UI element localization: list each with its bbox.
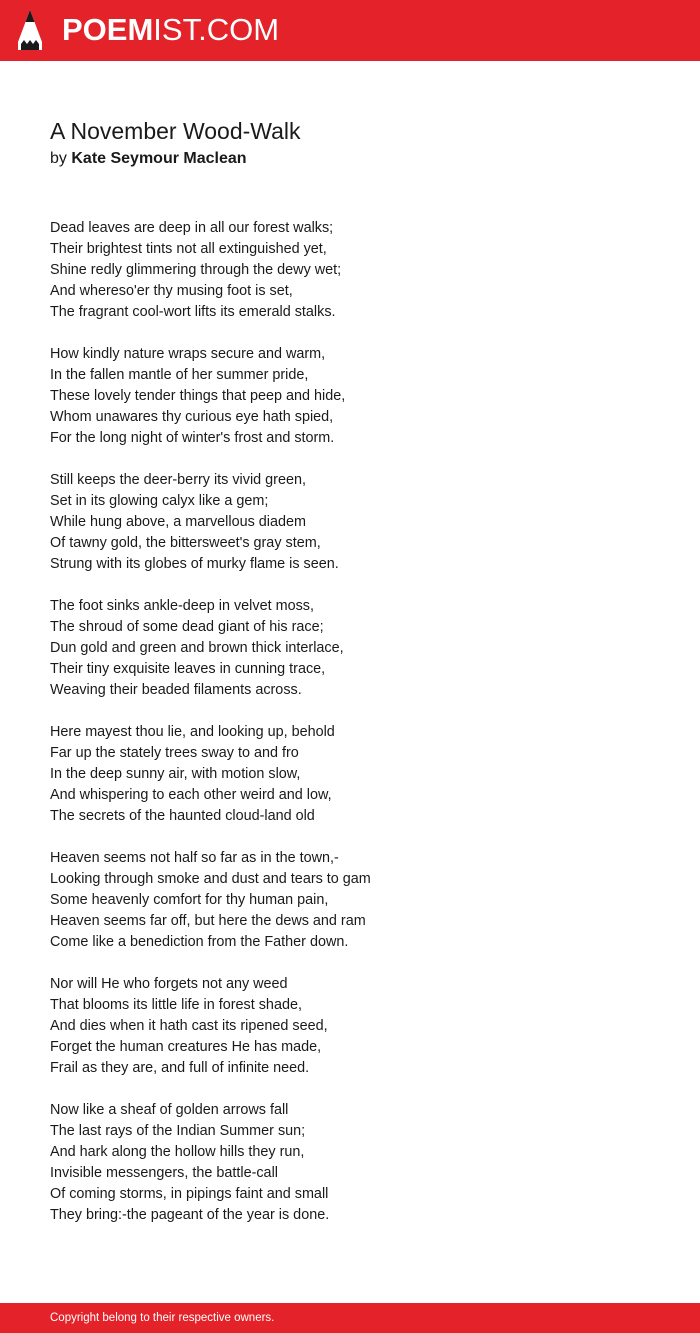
- site-header: [0, 0, 700, 61]
- poem-line: For the long night of winter's frost and storm.: [50, 430, 335, 446]
- logo-text-bold: POEM: [62, 12, 154, 47]
- copyright-notice: Copyright belong to their respective owners.: [50, 1312, 275, 1324]
- stanza: [50, 596, 670, 701]
- stanza: [50, 470, 670, 575]
- stanza: [50, 974, 670, 1079]
- poem-line: Here mayest thou lie, and looking up, behold: [50, 724, 335, 740]
- poem-line: Dun gold and green and brown thick interlace,: [50, 640, 344, 656]
- poem-line: They bring:-the pageant of the year is done.: [50, 1207, 330, 1223]
- poem-line: Heaven seems not half so far as in the town,-: [50, 850, 339, 866]
- by-label: by: [50, 150, 67, 167]
- poem-line: And hark along the hollow hills they run,: [50, 1144, 305, 1160]
- byline: [50, 148, 247, 170]
- poem-line: The fragrant cool-wort lifts its emerald stalks.: [50, 304, 336, 320]
- poem-line: In the fallen mantle of her summer pride,: [50, 367, 309, 383]
- stanza: [50, 344, 670, 449]
- poem-line: While hung above, a marvellous diadem: [50, 514, 306, 530]
- poem-line: Still keeps the deer-berry its vivid green,: [50, 472, 306, 488]
- site-footer: [0, 1303, 700, 1333]
- poem-line: Heaven seems far off, but here the dews and ram: [50, 913, 366, 929]
- poem-line: Weaving their beaded filaments across.: [50, 682, 302, 698]
- site-logo[interactable]: [62, 12, 279, 48]
- poem-body: [50, 218, 670, 1247]
- poem-line: The foot sinks ankle-deep in velvet moss,: [50, 598, 314, 614]
- poem-line: That blooms its little life in forest shade,: [50, 997, 302, 1013]
- stanza: [50, 1100, 670, 1226]
- logo-text-light: IST.COM: [153, 12, 280, 47]
- poem-line: Frail as they are, and full of infinite need.: [50, 1060, 310, 1076]
- poem-line: The shroud of some dead giant of his race;: [50, 619, 324, 635]
- poem-line: Their brightest tints not all extinguished yet,: [50, 241, 327, 257]
- poem-line: Dead leaves are deep in all our forest walks;: [50, 220, 334, 236]
- poem-line: Nor will He who forgets not any weed: [50, 976, 288, 992]
- poem-line: And whispering to each other weird and low,: [50, 787, 332, 803]
- author-name[interactable]: Kate Seymour Maclean: [71, 150, 247, 167]
- poem-line: Whom unawares thy curious eye hath spied,: [50, 409, 334, 425]
- poem-line: Of coming storms, in pipings faint and small: [50, 1186, 329, 1202]
- poem-line: Strung with its globes of murky flame is seen.: [50, 556, 339, 572]
- poem-line: Invisible messengers, the battle-call: [50, 1165, 278, 1181]
- pencil-tip-icon[interactable]: [18, 10, 42, 50]
- stanza: [50, 848, 670, 953]
- poem-line: Come like a benediction from the Father down.: [50, 934, 349, 950]
- poem-line: How kindly nature wraps secure and warm,: [50, 346, 326, 362]
- poem-line: Set in its glowing calyx like a gem;: [50, 493, 269, 509]
- poem-line: Of tawny gold, the bittersweet's gray stem,: [50, 535, 321, 551]
- poem-title: A November Wood-Walk: [50, 118, 301, 144]
- poem-line: Shine redly glimmering through the dewy wet;: [50, 262, 342, 278]
- poem-line: The last rays of the Indian Summer sun;: [50, 1123, 306, 1139]
- poem-line: Forget the human creatures He has made,: [50, 1039, 322, 1055]
- poem-line: The secrets of the haunted cloud-land old: [50, 808, 315, 824]
- poem-line: Some heavenly comfort for thy human pain,: [50, 892, 329, 908]
- poem-line: And whereso'er thy musing foot is set,: [50, 283, 293, 299]
- poem-line: Looking through smoke and dust and tears to gam: [50, 871, 371, 887]
- poem-line: Now like a sheaf of golden arrows fall: [50, 1102, 289, 1118]
- poem-line: These lovely tender things that peep and hide,: [50, 388, 346, 404]
- stanza: [50, 722, 670, 827]
- poem-line: And dies when it hath cast its ripened seed,: [50, 1018, 328, 1034]
- stanza: [50, 218, 670, 323]
- poem-line: Far up the stately trees sway to and fro: [50, 745, 299, 761]
- poem-line: Their tiny exquisite leaves in cunning trace,: [50, 661, 326, 677]
- poem-line: In the deep sunny air, with motion slow,: [50, 766, 301, 782]
